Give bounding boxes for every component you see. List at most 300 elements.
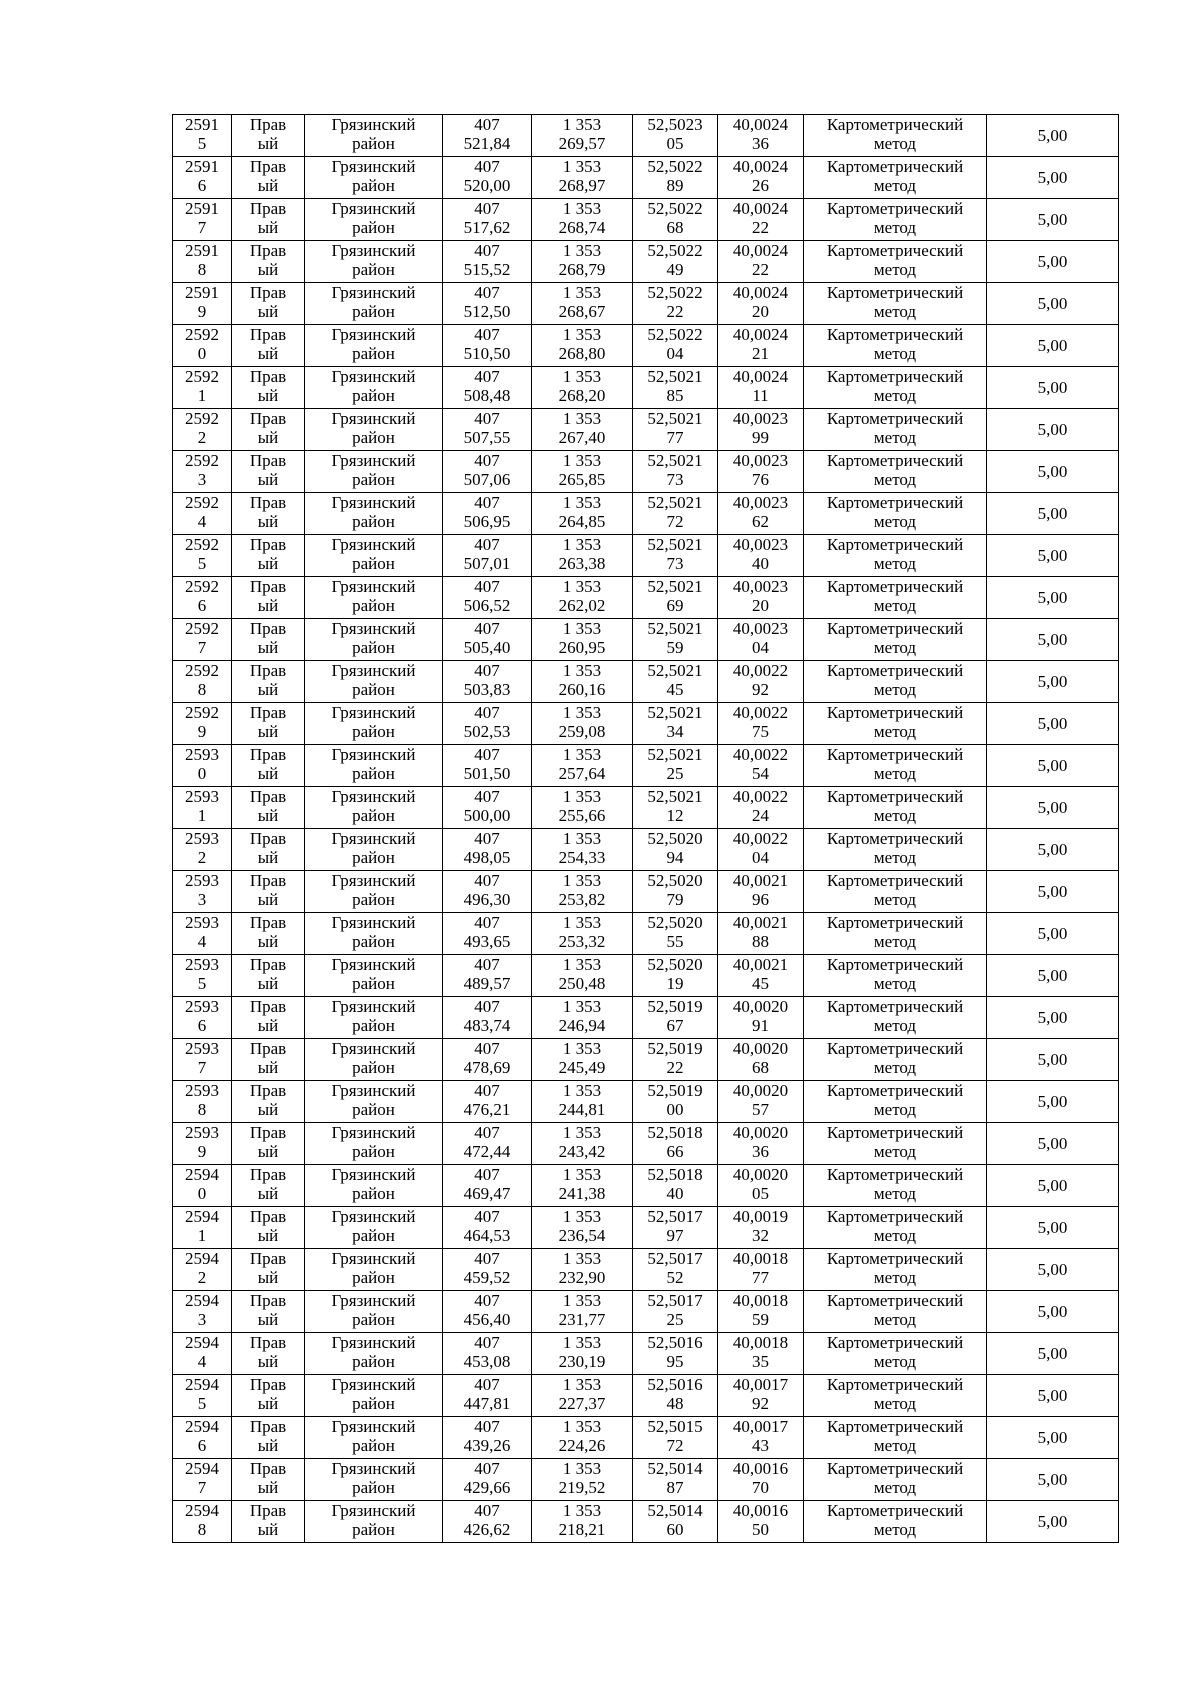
table-row — [173, 493, 1119, 535]
point-number-cell-line: 4 — [197, 512, 207, 531]
method-cell-line: Картометрический — [826, 283, 964, 302]
district-cell — [305, 409, 443, 451]
y-coordinate-cell-line: 268,97 — [558, 176, 606, 195]
latitude-cell — [633, 1165, 718, 1207]
x-coordinate-cell-line: 507,06 — [463, 470, 511, 489]
bank-side-cell — [232, 577, 305, 619]
bank-side-cell-line: ый — [257, 1016, 279, 1035]
point-number-cell-line: 5 — [197, 134, 207, 153]
y-coordinate-cell-line: 269,57 — [558, 134, 606, 153]
longitude-cell-line: 43 — [752, 1436, 769, 1455]
bank-side-cell-line: ый — [257, 260, 279, 279]
bank-side-cell — [232, 1333, 305, 1375]
bank-side-cell-line: ый — [257, 386, 279, 405]
bank-side-cell-line: ый — [257, 428, 279, 447]
bank-side-cell-line: ый — [257, 596, 279, 615]
y-coordinate-cell-line: 268,20 — [558, 386, 606, 405]
longitude-cell-line: 40,0022 — [732, 829, 789, 848]
longitude-cell — [718, 787, 804, 829]
point-number-cell-line: 2593 — [185, 913, 219, 932]
longitude-cell-line: 88 — [752, 932, 769, 951]
method-cell — [804, 1165, 987, 1207]
latitude-cell-line: 12 — [666, 806, 684, 825]
x-coordinate-cell — [443, 241, 532, 283]
longitude-cell-line: 11 — [752, 386, 769, 405]
method-cell-line: метод — [873, 1394, 917, 1413]
point-number-cell-line: 4 — [197, 932, 207, 951]
x-coordinate-cell — [443, 409, 532, 451]
latitude-cell — [633, 1123, 718, 1165]
district-cell-line: Грязинский — [331, 955, 416, 974]
point-number-cell-line: 2 — [197, 428, 207, 447]
longitude-cell-line: 36 — [752, 134, 769, 153]
district-cell — [305, 997, 443, 1039]
y-coordinate-cell — [532, 1207, 633, 1249]
y-coordinate-cell-line: 260,95 — [558, 638, 606, 657]
accuracy-cell: 5,00 — [987, 703, 1119, 745]
y-coordinate-cell — [532, 241, 633, 283]
longitude-cell-line: 40,0023 — [732, 493, 789, 512]
bank-side-cell-line: Прав — [249, 493, 287, 512]
point-number-cell — [173, 1207, 232, 1249]
y-coordinate-cell-line: 1 353 — [562, 1459, 602, 1478]
latitude-cell-line: 52,5021 — [647, 409, 703, 428]
y-coordinate-cell-line: 1 353 — [562, 1081, 602, 1100]
method-cell — [804, 1417, 987, 1459]
accuracy-cell: 5,00 — [987, 1123, 1119, 1165]
x-coordinate-cell-line: 407 — [474, 535, 500, 554]
district-cell-line: район — [352, 1478, 395, 1497]
latitude-cell — [633, 199, 718, 241]
method-cell-line: метод — [873, 638, 917, 657]
latitude-cell-line: 52,5017 — [647, 1207, 703, 1226]
longitude-cell — [718, 325, 804, 367]
latitude-cell-line: 52,5015 — [647, 1417, 703, 1436]
longitude-cell-line: 20 — [752, 596, 769, 615]
point-number-cell-line: 2594 — [185, 1207, 219, 1226]
bank-side-cell — [232, 1207, 305, 1249]
method-cell — [804, 1291, 987, 1333]
point-number-cell-line: 2592 — [185, 703, 219, 722]
latitude-cell — [633, 1207, 718, 1249]
y-coordinate-cell-line: 1 353 — [562, 703, 602, 722]
latitude-cell-line: 52,5021 — [647, 703, 703, 722]
bank-side-cell — [232, 283, 305, 325]
bank-side-cell — [232, 1417, 305, 1459]
longitude-cell-line: 04 — [752, 848, 769, 867]
bank-side-cell-line: Прав — [249, 913, 287, 932]
district-cell-line: район — [352, 218, 395, 237]
table-row — [173, 829, 1119, 871]
point-number-cell-line: 9 — [197, 302, 207, 321]
bank-side-cell-line: Прав — [249, 619, 287, 638]
point-number-cell-line: 2592 — [185, 577, 219, 596]
latitude-cell-line: 52 — [666, 1268, 684, 1287]
bank-side-cell — [232, 367, 305, 409]
accuracy-cell: 5,00 — [987, 535, 1119, 577]
method-cell-line: метод — [873, 554, 917, 573]
accuracy-cell: 5,00 — [987, 913, 1119, 955]
method-cell — [804, 115, 987, 157]
district-cell-line: Грязинский — [331, 493, 416, 512]
latitude-cell — [633, 955, 718, 997]
bank-side-cell — [232, 451, 305, 493]
longitude-cell-line: 40,0024 — [732, 241, 789, 260]
y-coordinate-cell-line: 218,21 — [558, 1520, 606, 1539]
point-number-cell — [173, 367, 232, 409]
latitude-cell — [633, 1417, 718, 1459]
longitude-cell — [718, 1165, 804, 1207]
point-number-cell — [173, 619, 232, 661]
bank-side-cell-line: ый — [257, 974, 279, 993]
bank-side-cell-line: Прав — [249, 1081, 287, 1100]
bank-side-cell-line: ый — [257, 1100, 279, 1119]
y-coordinate-cell — [532, 1501, 633, 1543]
bank-side-cell-line: Прав — [249, 1375, 287, 1394]
accuracy-cell: 5,00 — [987, 1165, 1119, 1207]
method-cell-line: Картометрический — [826, 115, 964, 134]
longitude-cell — [718, 1249, 804, 1291]
longitude-cell-line: 35 — [752, 1352, 769, 1371]
district-cell-line: район — [352, 1436, 395, 1455]
longitude-cell — [718, 1459, 804, 1501]
longitude-cell-line: 77 — [752, 1268, 769, 1287]
point-number-cell-line: 9 — [197, 722, 207, 741]
bank-side-cell-line: Прав — [249, 409, 287, 428]
latitude-cell — [633, 619, 718, 661]
bank-side-cell-line: ый — [257, 932, 279, 951]
bank-side-cell-line: Прав — [249, 1039, 287, 1058]
point-number-cell-line: 1 — [197, 806, 207, 825]
district-cell-line: Грязинский — [331, 283, 416, 302]
district-cell-line: Грязинский — [331, 1333, 416, 1352]
y-coordinate-cell-line: 243,42 — [558, 1142, 606, 1161]
point-number-cell-line: 6 — [197, 1016, 207, 1035]
bank-side-cell — [232, 619, 305, 661]
longitude-cell-line: 40,0022 — [732, 787, 789, 806]
method-cell-line: метод — [873, 1478, 917, 1497]
x-coordinate-cell-line: 407 — [474, 1291, 500, 1310]
district-cell-line: Грязинский — [331, 115, 416, 134]
point-number-cell — [173, 325, 232, 367]
y-coordinate-cell — [532, 703, 633, 745]
method-cell — [804, 1501, 987, 1543]
latitude-cell — [633, 157, 718, 199]
method-cell-line: метод — [873, 134, 917, 153]
table-row — [173, 1123, 1119, 1165]
x-coordinate-cell-line: 407 — [474, 409, 500, 428]
y-coordinate-cell-line: 250,48 — [558, 974, 606, 993]
bank-side-cell-line: Прав — [249, 535, 287, 554]
bank-side-cell-line: Прав — [249, 1165, 287, 1184]
bank-side-cell-line: Прав — [249, 1501, 287, 1520]
x-coordinate-cell — [443, 997, 532, 1039]
bank-side-cell — [232, 409, 305, 451]
y-coordinate-cell-line: 227,37 — [558, 1394, 606, 1413]
district-cell-line: Грязинский — [331, 787, 416, 806]
y-coordinate-cell-line: 257,64 — [558, 764, 606, 783]
point-number-cell-line: 2593 — [185, 871, 219, 890]
latitude-cell-line: 52,5021 — [647, 493, 703, 512]
bank-side-cell-line: ый — [257, 1226, 279, 1245]
latitude-cell — [633, 871, 718, 913]
method-cell — [804, 241, 987, 283]
x-coordinate-cell — [443, 157, 532, 199]
table-row — [173, 283, 1119, 325]
y-coordinate-cell-line: 268,80 — [558, 344, 606, 363]
x-coordinate-cell — [443, 1333, 532, 1375]
method-cell — [804, 955, 987, 997]
district-cell-line: Грязинский — [331, 577, 416, 596]
x-coordinate-cell-line: 453,08 — [463, 1352, 511, 1371]
method-cell-line: Картометрический — [826, 913, 964, 932]
latitude-cell-line: 52,5020 — [647, 871, 703, 890]
method-cell-line: метод — [873, 1142, 917, 1161]
x-coordinate-cell-line: 407 — [474, 325, 500, 344]
x-coordinate-cell-line: 407 — [474, 451, 500, 470]
x-coordinate-cell-line: 502,53 — [463, 722, 511, 741]
latitude-cell-line: 85 — [666, 386, 684, 405]
y-coordinate-cell-line: 264,85 — [558, 512, 606, 531]
latitude-cell — [633, 787, 718, 829]
y-coordinate-cell-line: 1 353 — [562, 241, 602, 260]
bank-side-cell — [232, 1459, 305, 1501]
point-number-cell — [173, 871, 232, 913]
district-cell — [305, 1417, 443, 1459]
point-number-cell-line: 0 — [197, 344, 207, 363]
longitude-cell-line: 05 — [752, 1184, 769, 1203]
longitude-cell-line: 68 — [752, 1058, 769, 1077]
table-row — [173, 157, 1119, 199]
bank-side-cell — [232, 1375, 305, 1417]
y-coordinate-cell-line: 255,66 — [558, 806, 606, 825]
point-number-cell — [173, 829, 232, 871]
accuracy-cell: 5,00 — [987, 1249, 1119, 1291]
point-number-cell — [173, 1249, 232, 1291]
bank-side-cell — [232, 871, 305, 913]
method-cell — [804, 577, 987, 619]
y-coordinate-cell — [532, 1417, 633, 1459]
latitude-cell — [633, 1333, 718, 1375]
bank-side-cell — [232, 1123, 305, 1165]
x-coordinate-cell-line: 407 — [474, 955, 500, 974]
x-coordinate-cell-line: 447,81 — [463, 1394, 511, 1413]
longitude-cell — [718, 745, 804, 787]
latitude-cell-line: 73 — [666, 470, 684, 489]
point-number-cell-line: 8 — [197, 1520, 207, 1539]
longitude-cell — [718, 1081, 804, 1123]
latitude-cell-line: 59 — [666, 638, 684, 657]
longitude-cell — [718, 1039, 804, 1081]
longitude-cell — [718, 1291, 804, 1333]
y-coordinate-cell-line: 1 353 — [562, 913, 602, 932]
table-row — [173, 787, 1119, 829]
point-number-cell — [173, 703, 232, 745]
district-cell-line: Грязинский — [331, 325, 416, 344]
longitude-cell-line: 40,0022 — [732, 703, 789, 722]
x-coordinate-cell-line: 510,50 — [463, 344, 511, 363]
district-cell — [305, 325, 443, 367]
method-cell-line: метод — [873, 764, 917, 783]
point-number-cell-line: 6 — [197, 1436, 207, 1455]
longitude-cell-line: 36 — [752, 1142, 769, 1161]
method-cell-line: метод — [873, 806, 917, 825]
x-coordinate-cell — [443, 745, 532, 787]
latitude-cell-line: 87 — [666, 1478, 684, 1497]
x-coordinate-cell-line: 407 — [474, 493, 500, 512]
latitude-cell-line: 48 — [666, 1394, 684, 1413]
accuracy-cell: 5,00 — [987, 829, 1119, 871]
x-coordinate-cell-line: 407 — [474, 1249, 500, 1268]
y-coordinate-cell-line: 259,08 — [558, 722, 606, 741]
point-number-cell-line: 2592 — [185, 619, 219, 638]
longitude-cell-line: 40,0021 — [732, 955, 789, 974]
y-coordinate-cell — [532, 283, 633, 325]
method-cell-line: метод — [873, 344, 917, 363]
latitude-cell-line: 52,5022 — [647, 325, 703, 344]
y-coordinate-cell-line: 224,26 — [558, 1436, 606, 1455]
method-cell — [804, 325, 987, 367]
accuracy-cell: 5,00 — [987, 115, 1119, 157]
method-cell — [804, 157, 987, 199]
x-coordinate-cell-line: 407 — [474, 871, 500, 890]
y-coordinate-cell — [532, 1081, 633, 1123]
district-cell — [305, 283, 443, 325]
bank-side-cell-line: ый — [257, 1520, 279, 1539]
bank-side-cell — [232, 829, 305, 871]
latitude-cell — [633, 1501, 718, 1543]
table-row — [173, 1501, 1119, 1543]
point-number-cell — [173, 745, 232, 787]
point-number-cell-line: 2591 — [185, 241, 219, 260]
bank-side-cell-line: ый — [257, 1184, 279, 1203]
point-number-cell-line: 5 — [197, 1394, 207, 1413]
method-cell-line: метод — [873, 470, 917, 489]
bank-side-cell — [232, 955, 305, 997]
latitude-cell — [633, 829, 718, 871]
x-coordinate-cell-line: 407 — [474, 367, 500, 386]
district-cell-line: Грязинский — [331, 409, 416, 428]
bank-side-cell — [232, 199, 305, 241]
y-coordinate-cell-line: 1 353 — [562, 1249, 602, 1268]
method-cell-line: Картометрический — [826, 955, 964, 974]
latitude-cell — [633, 1459, 718, 1501]
district-cell — [305, 241, 443, 283]
table-row — [173, 451, 1119, 493]
longitude-cell — [718, 955, 804, 997]
district-cell-line: Грязинский — [331, 703, 416, 722]
method-cell — [804, 535, 987, 577]
point-number-cell — [173, 493, 232, 535]
accuracy-cell: 5,00 — [987, 1291, 1119, 1333]
method-cell-line: Картометрический — [826, 787, 964, 806]
accuracy-cell: 5,00 — [987, 661, 1119, 703]
method-cell-line: метод — [873, 1226, 917, 1245]
table-row — [173, 1039, 1119, 1081]
longitude-cell-line: 45 — [752, 974, 769, 993]
point-number-cell-line: 2591 — [185, 115, 219, 134]
x-coordinate-cell-line: 407 — [474, 577, 500, 596]
method-cell-line: Картометрический — [826, 241, 964, 260]
method-cell-line: Картометрический — [826, 325, 964, 344]
x-coordinate-cell-line: 456,40 — [463, 1310, 511, 1329]
method-cell-line: метод — [873, 428, 917, 447]
x-coordinate-cell — [443, 367, 532, 409]
longitude-cell — [718, 115, 804, 157]
accuracy-cell: 5,00 — [987, 997, 1119, 1039]
latitude-cell-line: 72 — [666, 512, 684, 531]
x-coordinate-cell — [443, 1459, 532, 1501]
accuracy-cell: 5,00 — [987, 451, 1119, 493]
x-coordinate-cell-line: 464,53 — [463, 1226, 511, 1245]
point-number-cell-line: 2592 — [185, 325, 219, 344]
longitude-cell-line: 40,0023 — [732, 451, 789, 470]
x-coordinate-cell-line: 407 — [474, 745, 500, 764]
method-cell — [804, 1333, 987, 1375]
district-cell-line: Грязинский — [331, 535, 416, 554]
latitude-cell-line: 72 — [666, 1436, 684, 1455]
district-cell-line: район — [352, 848, 395, 867]
method-cell-line: метод — [873, 386, 917, 405]
point-number-cell — [173, 1333, 232, 1375]
accuracy-cell: 5,00 — [987, 577, 1119, 619]
bank-side-cell-line: ый — [257, 1436, 279, 1455]
x-coordinate-cell — [443, 493, 532, 535]
method-cell-line: Картометрический — [826, 745, 964, 764]
bank-side-cell — [232, 493, 305, 535]
method-cell-line: Картометрический — [826, 367, 964, 386]
x-coordinate-cell-line: 512,50 — [463, 302, 511, 321]
table-row — [173, 997, 1119, 1039]
district-cell — [305, 829, 443, 871]
point-number-cell-line: 0 — [197, 764, 207, 783]
district-cell-line: район — [352, 932, 395, 951]
district-cell-line: район — [352, 512, 395, 531]
district-cell — [305, 1039, 443, 1081]
district-cell-line: Грязинский — [331, 829, 416, 848]
y-coordinate-cell — [532, 1123, 633, 1165]
y-coordinate-cell-line: 1 353 — [562, 451, 602, 470]
table-row — [173, 1375, 1119, 1417]
point-number-cell — [173, 1123, 232, 1165]
point-number-cell — [173, 1417, 232, 1459]
point-number-cell-line: 5 — [197, 554, 207, 573]
table-row — [173, 1249, 1119, 1291]
accuracy-cell: 5,00 — [987, 745, 1119, 787]
longitude-cell-line: 40,0017 — [732, 1375, 789, 1394]
longitude-cell-line: 40,0020 — [732, 1039, 789, 1058]
bank-side-cell — [232, 661, 305, 703]
y-coordinate-cell-line: 1 353 — [562, 283, 602, 302]
latitude-cell — [633, 1375, 718, 1417]
longitude-cell-line: 22 — [752, 260, 769, 279]
method-cell-line: метод — [873, 260, 917, 279]
longitude-cell-line: 40,0023 — [732, 535, 789, 554]
bank-side-cell-line: ый — [257, 1310, 279, 1329]
table-row — [173, 745, 1119, 787]
longitude-cell-line: 40,0022 — [732, 661, 789, 680]
x-coordinate-cell-line: 407 — [474, 115, 500, 134]
latitude-cell — [633, 1081, 718, 1123]
bank-side-cell — [232, 1249, 305, 1291]
longitude-cell — [718, 619, 804, 661]
longitude-cell-line: 75 — [752, 722, 769, 741]
y-coordinate-cell-line: 1 353 — [562, 199, 602, 218]
x-coordinate-cell-line: 407 — [474, 1501, 500, 1520]
longitude-cell — [718, 577, 804, 619]
district-cell-line: Грязинский — [331, 745, 416, 764]
method-cell-line: метод — [873, 890, 917, 909]
